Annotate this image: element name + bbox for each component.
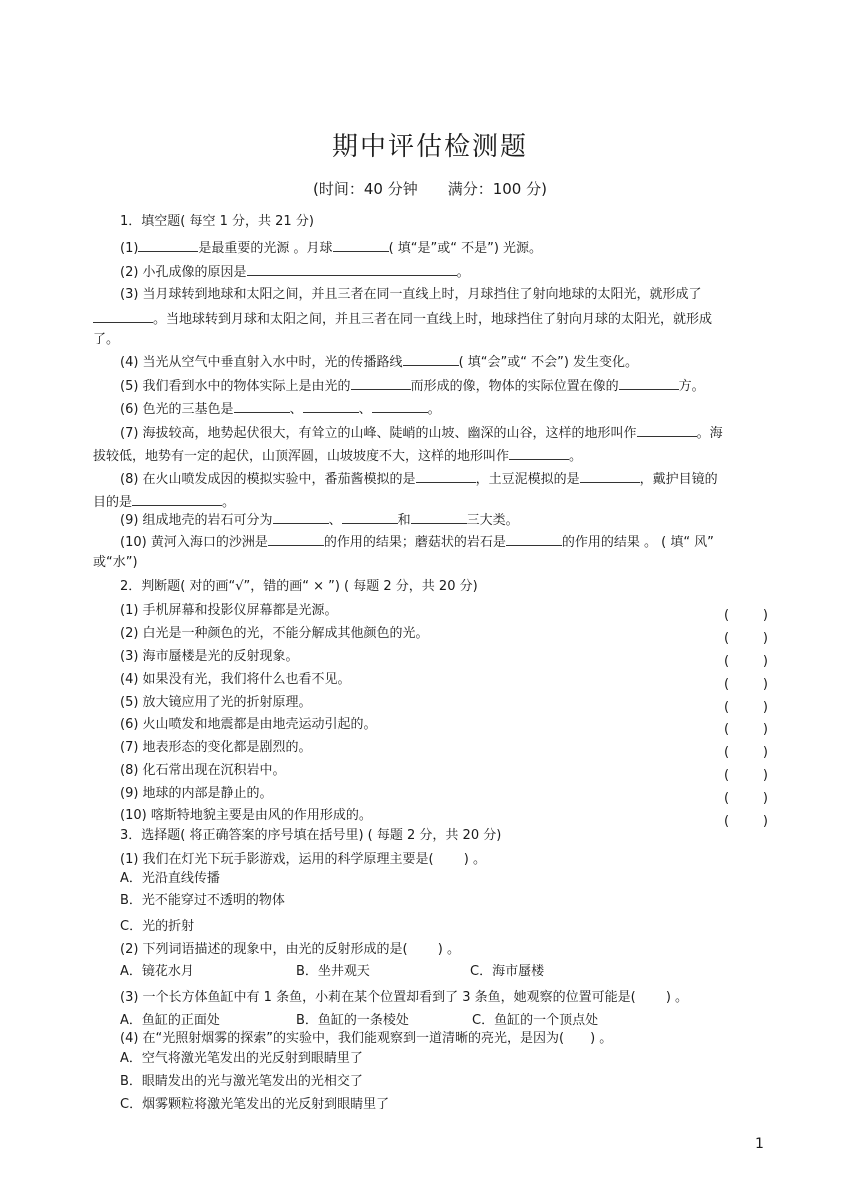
- answer-bracket[interactable]: [724, 812, 768, 832]
- text: 的作用的结果；蘑菇状的岩石是: [323, 535, 506, 550]
- text: 和: [397, 513, 411, 528]
- text: 拔较低，地势有一定的起伏，山顶浑圆，山坡坡度不大，这样的地形叫作: [93, 449, 510, 464]
- text: 三大类。: [466, 513, 519, 528]
- question-1-9: [120, 509, 519, 531]
- answer-blank[interactable]: [268, 531, 324, 546]
- text: ( 填“会”或“ 不会”) 发生变化。: [458, 355, 639, 370]
- text: ，戴护目镜的: [639, 472, 718, 487]
- question-1-2: [120, 261, 470, 283]
- answer-bracket[interactable]: [724, 652, 768, 672]
- answer-bracket[interactable]: [724, 789, 768, 809]
- answer-blank[interactable]: [138, 237, 198, 252]
- text: 而形成的像，物体的实际位置在像的: [410, 379, 619, 394]
- choice-option[interactable]: A．鱼缸的正面处: [120, 1013, 220, 1028]
- question-1-6: [120, 398, 441, 420]
- text: (4) 当光从空气中垂直射入水中时，光的传播路线: [120, 355, 403, 370]
- text: 。: [427, 402, 441, 417]
- bracket-open: (: [724, 768, 730, 783]
- choice-question-2: (2) 下列词语描述的现象中，由光的反射形成的是( ) 。: [120, 942, 460, 957]
- question-1-10-line1: [120, 531, 714, 553]
- answer-bracket[interactable]: [724, 720, 768, 740]
- bracket-open: (: [724, 677, 730, 692]
- answer-bracket[interactable]: [724, 766, 768, 786]
- text: 、: [289, 402, 303, 417]
- answer-blank[interactable]: [509, 445, 569, 460]
- choice-option[interactable]: B．眼睛发出的光与激光笔发出的光相交了: [120, 1074, 363, 1089]
- answer-blank[interactable]: [234, 398, 290, 413]
- text: 、: [358, 402, 372, 417]
- question-1-7-line2: [93, 445, 582, 467]
- text: 。海: [696, 426, 723, 441]
- answer-blank[interactable]: [619, 375, 679, 390]
- choice-option[interactable]: C．海市蜃楼: [470, 964, 545, 979]
- text: (8) 在火山喷发成因的模拟实验中，番茄酱模拟的是: [120, 472, 416, 487]
- choice-option[interactable]: B．光不能穿过不透明的物体: [120, 893, 285, 908]
- question-1-3-line3: 了。: [93, 332, 120, 347]
- text: 。: [456, 265, 470, 280]
- true-false-item: (3) 海市蜃楼是光的反射现象。: [120, 649, 299, 664]
- answer-blank[interactable]: [637, 422, 697, 437]
- bracket-close: ): [762, 722, 768, 737]
- question-1-1: [120, 237, 542, 259]
- bracket-close: ): [762, 654, 768, 669]
- text: (7) 海拔较高，地势起伏很大，有耸立的山峰、陡峭的山坡、幽深的山谷，这样的地形叫作: [120, 426, 637, 441]
- choice-option[interactable]: B．鱼缸的一条棱处: [296, 1013, 409, 1028]
- bracket-close: ): [762, 768, 768, 783]
- text: 是最重要的光源 。月球: [198, 241, 333, 256]
- true-false-item: (4) 如果没有光，我们将什么也看不见。: [120, 672, 351, 687]
- text: ( 填“是”或“ 不是”) 光源。: [388, 241, 543, 256]
- answer-blank[interactable]: [403, 351, 459, 366]
- answer-blank[interactable]: [580, 468, 640, 483]
- question-1-8-line1: [120, 468, 718, 490]
- bracket-open: (: [724, 814, 730, 829]
- true-false-item: (7) 地表形态的变化都是剧烈的。: [120, 740, 312, 755]
- bracket-open: (: [724, 791, 730, 806]
- answer-bracket[interactable]: [724, 698, 768, 718]
- text: (1): [120, 241, 139, 256]
- bracket-close: ): [762, 608, 768, 623]
- choice-option[interactable]: C．烟雾颗粒将激光笔发出的光反射到眼睛里了: [120, 1097, 390, 1112]
- text: (6) 色光的三基色是: [120, 402, 234, 417]
- section3-heading: 3．选择题( 将正确答案的序号填在括号里) ( 每题 2 分，共 20 分): [120, 828, 502, 843]
- section1-heading: 1．填空题( 每空 1 分，共 21 分): [120, 214, 314, 229]
- bracket-open: (: [724, 608, 730, 623]
- text: 、: [328, 513, 342, 528]
- answer-blank[interactable]: [303, 398, 359, 413]
- choice-option[interactable]: A．光沿直线传播: [120, 871, 220, 886]
- text: 的作用的结果 。 ( 填“ 风”: [561, 535, 714, 550]
- choice-question-3: (3) 一个长方体鱼缸中有 1 条鱼，小莉在某个位置却看到了 3 条鱼，她观察的位置可能是( ) 。: [120, 990, 689, 1005]
- bracket-close: ): [762, 791, 768, 806]
- text: (9) 组成地壳的岩石可分为: [120, 513, 273, 528]
- question-1-3-line2: [93, 308, 712, 330]
- question-1-7-line1: [120, 422, 723, 444]
- answer-blank[interactable]: [411, 509, 467, 524]
- bracket-open: (: [724, 722, 730, 737]
- answer-bracket[interactable]: [724, 675, 768, 695]
- answer-blank[interactable]: [416, 468, 476, 483]
- answer-blank[interactable]: [333, 237, 389, 252]
- exam-info: (时间：40 分钟 满分：100 分): [313, 180, 547, 198]
- answer-bracket[interactable]: [724, 606, 768, 626]
- answer-blank[interactable]: [132, 491, 222, 506]
- question-1-10-line2: 或“水”): [93, 555, 138, 570]
- answer-blank[interactable]: [351, 375, 411, 390]
- answer-bracket[interactable]: [724, 743, 768, 763]
- true-false-item: (10) 喀斯特地貌主要是由风的作用形成的。: [120, 808, 372, 823]
- question-1-4: [120, 351, 638, 373]
- bracket-close: ): [762, 631, 768, 646]
- text: (10) 黄河入海口的沙洲是: [120, 535, 268, 550]
- text: 目的是: [93, 495, 133, 510]
- choice-option[interactable]: A．镜花水月: [120, 964, 194, 979]
- choice-option[interactable]: B．坐井观天: [296, 964, 370, 979]
- text: (5) 我们看到水中的物体实际上是由光的: [120, 379, 351, 394]
- bracket-close: ): [762, 700, 768, 715]
- page-number: 1: [755, 1136, 764, 1152]
- bracket-open: (: [724, 631, 730, 646]
- answer-bracket[interactable]: [724, 629, 768, 649]
- answer-blank[interactable]: [342, 509, 398, 524]
- bracket-open: (: [724, 700, 730, 715]
- choice-question-1: (1) 我们在灯光下玩手影游戏，运用的科学原理主要是( ) 。: [120, 852, 486, 867]
- choice-option[interactable]: A．空气将激光笔发出的光反射到眼睛里了: [120, 1051, 363, 1066]
- text: 。: [569, 449, 583, 464]
- question-1-5: [120, 375, 705, 397]
- bracket-close: ): [762, 745, 768, 760]
- true-false-item: (6) 火山喷发和地震都是由地壳运动引起的。: [120, 717, 377, 732]
- true-false-item: (2) 白光是一种颜色的光，不能分解成其他颜色的光。: [120, 626, 429, 641]
- answer-blank[interactable]: [247, 261, 457, 276]
- answer-blank[interactable]: [93, 308, 153, 323]
- text: ，土豆泥模拟的是: [475, 472, 580, 487]
- choice-question-4: (4) 在“光照射烟雾的探索”的实验中，我们能观察到一道清晰的亮光，是因为( ) 。: [120, 1031, 613, 1046]
- bracket-open: (: [724, 745, 730, 760]
- true-false-item: (5) 放大镜应用了光的折射原理。: [120, 695, 312, 710]
- page-title: 期中评估检测题: [331, 132, 528, 162]
- text: 。当地球转到月球和太阳之间，并且三者在同一直线上时，地球挡住了射向月球的太阳光，就形成: [153, 312, 713, 327]
- answer-blank[interactable]: [273, 509, 329, 524]
- answer-blank[interactable]: [372, 398, 428, 413]
- text: 方。: [678, 379, 705, 394]
- true-false-item: (9) 地球的内部是静止的。: [120, 786, 273, 801]
- bracket-open: (: [724, 654, 730, 669]
- text: 。: [222, 495, 236, 510]
- choice-option[interactable]: C．鱼缸的一个顶点处: [472, 1013, 599, 1028]
- bracket-close: ): [762, 677, 768, 692]
- text: (2) 小孔成像的原因是: [120, 265, 247, 280]
- answer-blank[interactable]: [506, 531, 562, 546]
- question-1-3-line1: (3) 当月球转到地球和太阳之间，并且三者在同一直线上时，月球挡住了射向地球的太阳光，就形成了: [120, 287, 702, 302]
- true-false-item: (1) 手机屏幕和投影仪屏幕都是光源。: [120, 603, 338, 618]
- true-false-item: (8) 化石常出现在沉积岩中。: [120, 763, 286, 778]
- bracket-close: ): [762, 814, 768, 829]
- choice-option[interactable]: C．光的折射: [120, 919, 195, 934]
- section2-heading: 2．判断题( 对的画“√”，错的画“ × ”) ( 每题 2 分，共 20 分): [120, 579, 478, 594]
